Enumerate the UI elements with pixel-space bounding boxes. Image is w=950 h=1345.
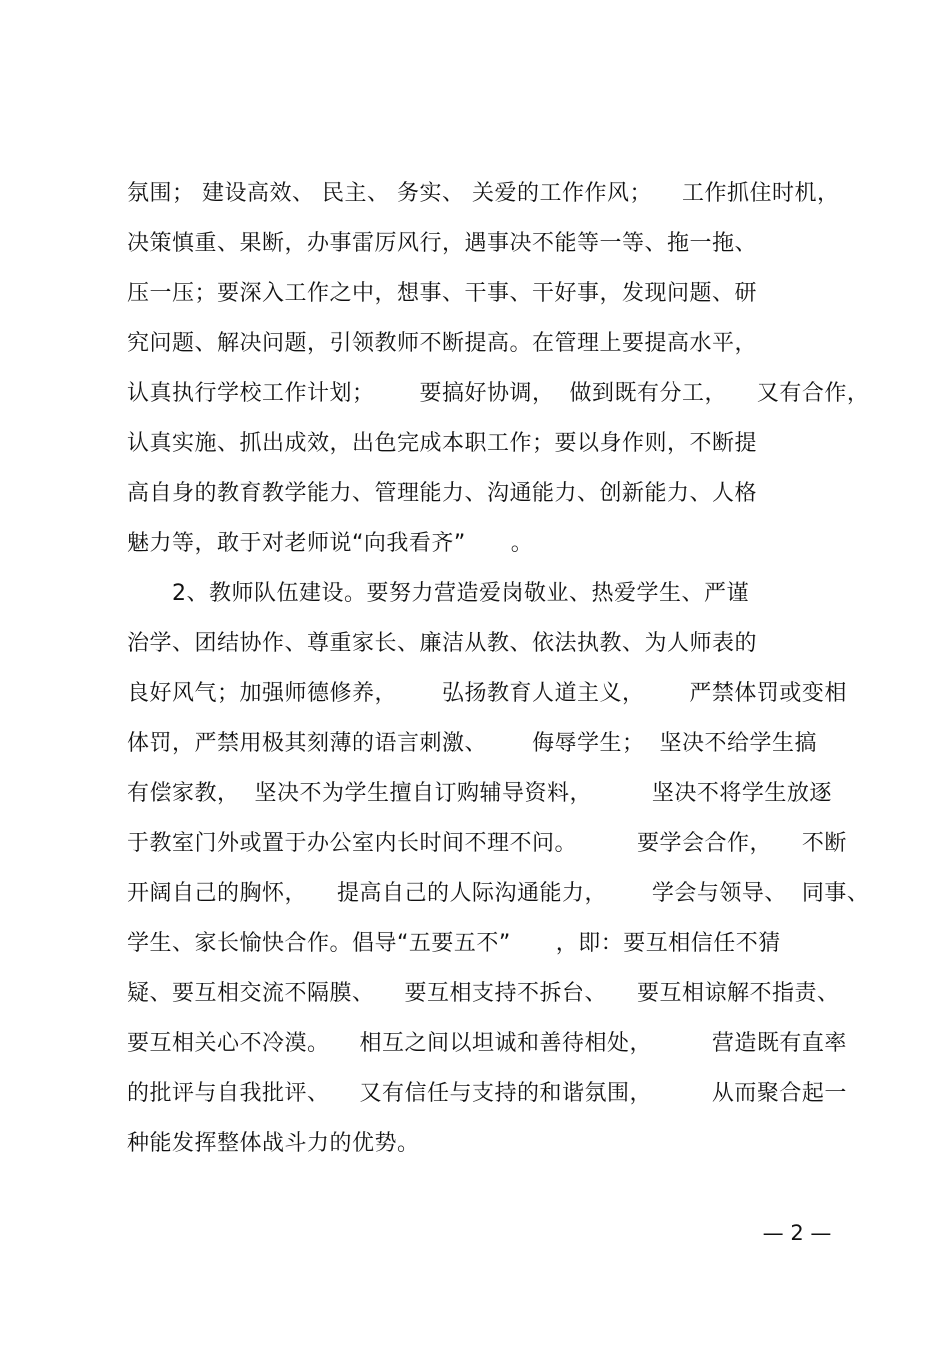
page-number: — 2 — (762, 1221, 832, 1245)
paragraph-line: 治学、团结协作、尊重家长、廉洁从教、依法执教、为人师表的 (127, 631, 758, 656)
paragraph-line: 氛围； 建设高效、 民主、 务实、 关爱的工作作风； 工作抓住时机， (127, 181, 840, 206)
paragraph-line: 魅力等，敢于对老师说“向我看齐” 。 (127, 531, 534, 556)
paragraph-line: 疑、要互相交流不隔膜、 要互相支持不拆台、 要互相谅解不指责、 (127, 981, 840, 1006)
paragraph-line: 良好风气；加强师德修养， 弘扬教育人道主义， 严禁体罚或变相 (127, 681, 847, 706)
paragraph-line: 于教室门外或置于办公室内长时间不理不问。 要学会合作， 不断 (127, 831, 847, 856)
paragraph-line: 压一压；要深入工作之中，想事、干事、干好事，发现问题、研 (127, 281, 758, 306)
paragraph-line: 种能发挥整体战斗力的优势。 (127, 1131, 420, 1156)
paragraph-line: 2、教师队伍建设。要努力营造爱岗敬业、热爱学生、严谨 (172, 581, 749, 606)
paragraph-line: 认真执行学校工作计划； 要搞好协调， 做到既有分工， 又有合作， (127, 381, 870, 406)
paragraph-line: 究问题、解决问题，引领教师不断提高。在管理上要提高水平， (127, 331, 758, 356)
paragraph-line: 认真实施、抓出成效，出色完成本职工作；要以身作则，不断提 (127, 431, 758, 456)
paragraph-line: 学生、家长愉快合作。倡导“五要五不” ，即：要互相信任不猜 (127, 931, 781, 956)
paragraph-line: 开阔自己的胸怀， 提高自己的人际沟通能力， 学会与领导、 同事、 (127, 881, 870, 906)
paragraph-line: 的批评与自我批评、 又有信任与支持的和谐氛围， 从而聚合起一 (127, 1081, 847, 1106)
paragraph-line: 高自身的教育教学能力、管理能力、沟通能力、创新能力、人格 (127, 481, 758, 506)
paragraph-line: 要互相关心不冷漠。 相互之间以坦诚和善待相处， 营造既有直率 (127, 1031, 847, 1056)
paragraph-line: 决策慎重、果断，办事雷厉风行，遇事决不能等一等、拖一拖、 (127, 231, 758, 256)
paragraph-line: 体罚，严禁用极其刻薄的语言刺激、 侮辱学生； 坚决不给学生搞 (127, 731, 817, 756)
paragraph-line: 有偿家教， 坚决不为学生擅自订购辅导资料， 坚决不将学生放逐 (127, 781, 832, 806)
